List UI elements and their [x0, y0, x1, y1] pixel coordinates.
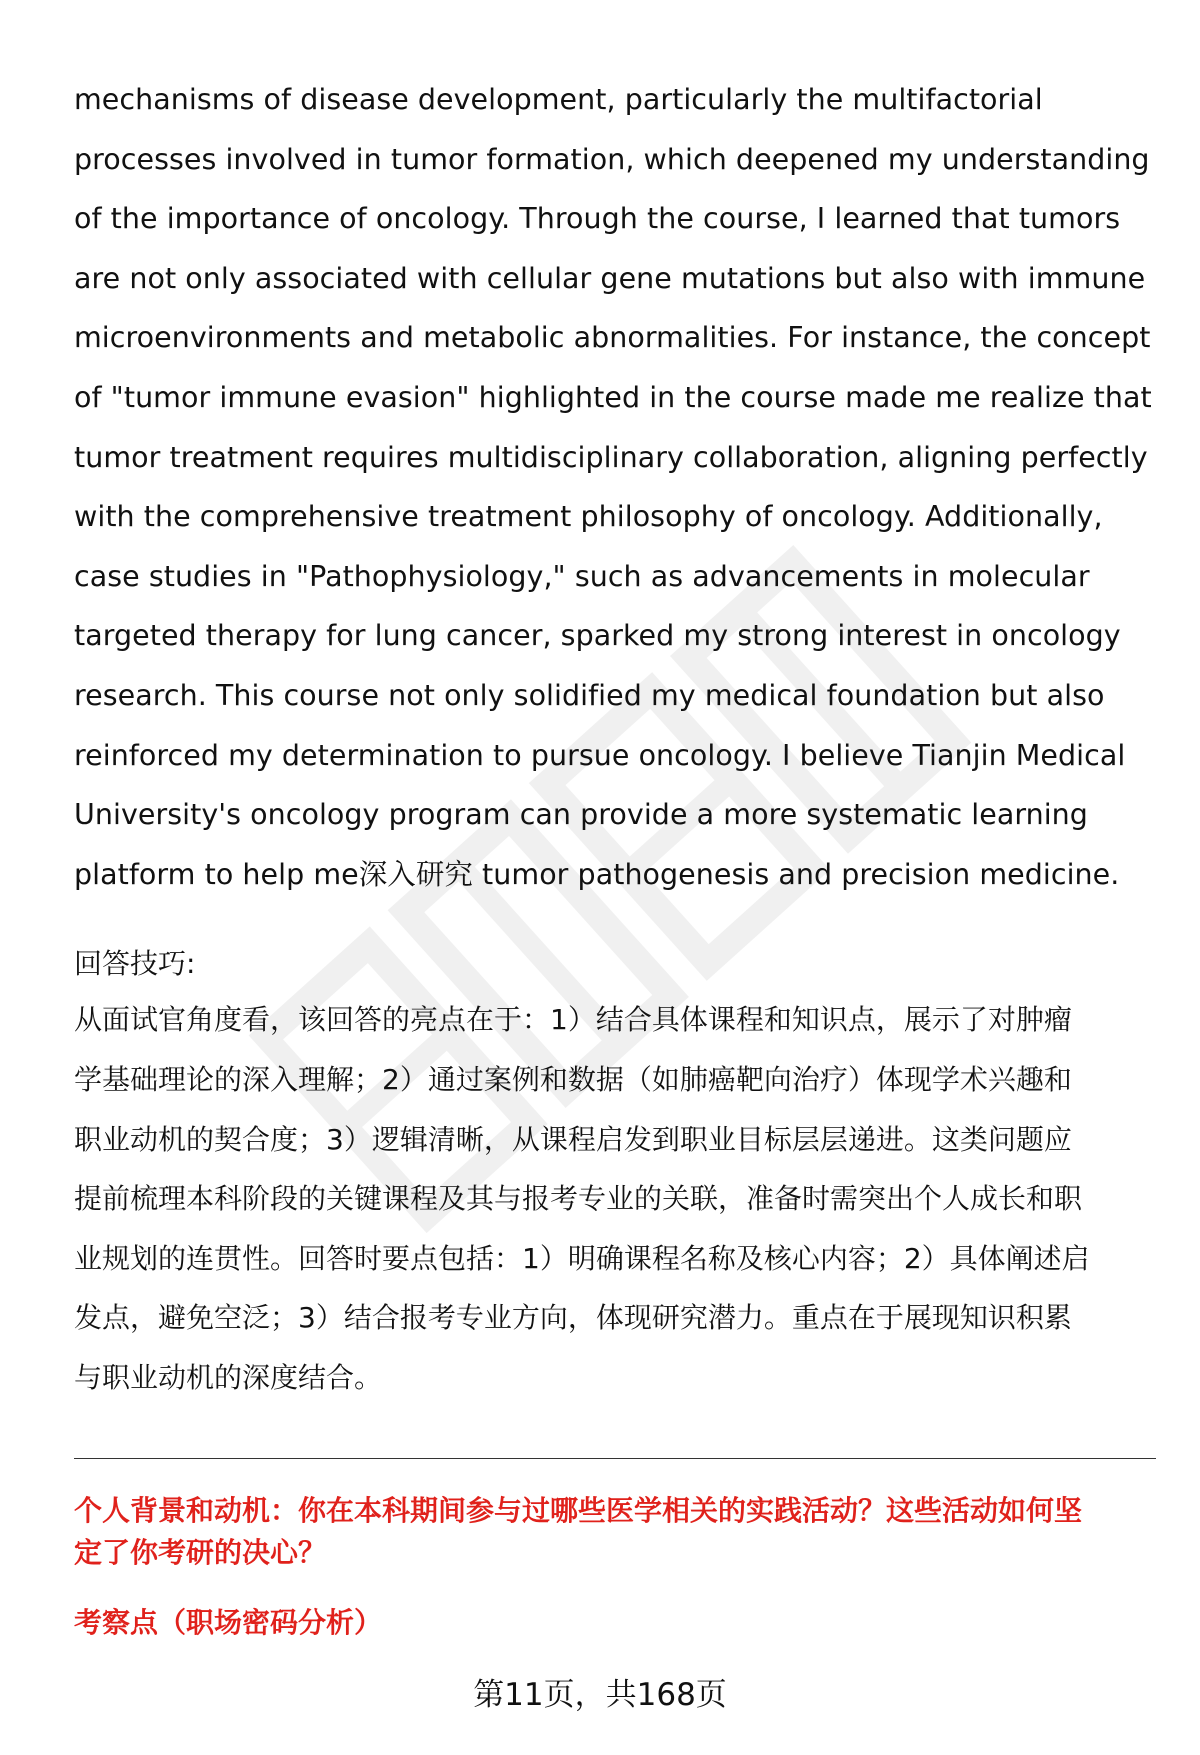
page-number-footer: 第11页，共168页: [473, 1677, 727, 1713]
tips-line: 业规划的连贯性。回答时要点包括：1）明确课程名称及核心内容；2）具体阐述启: [74, 1241, 1090, 1275]
tips-line: 与职业动机的深度结合。: [74, 1360, 383, 1394]
paragraph-line: case studies in "Pathophysiology," such as advancements in molecular: [74, 559, 1090, 593]
tips-line: 发点，避免空泛；3）结合报考专业方向，体现研究潜力。重点在于展现知识积累: [74, 1301, 1072, 1335]
paragraph-line: of "tumor immune evasion" highlighted in the course made me realize that: [74, 380, 1152, 414]
paragraph-line: microenvironments and metabolic abnormalities. For instance, the concept: [74, 321, 1151, 355]
paragraph-line: targeted therapy for lung cancer, sparked my strong interest in oncology: [74, 619, 1121, 653]
paragraph-line: research. This course not only solidified my medical foundation but also: [74, 678, 1105, 712]
tips-paragraph: [74, 990, 1154, 1407]
tips-line: 提前梳理本科阶段的关键课程及其与报考专业的关联，准备时需突出个人成长和职: [74, 1182, 1083, 1216]
tips-line: 学基础理论的深入理解；2）通过案例和数据（如肺癌靶向治疗）体现学术兴趣和: [74, 1062, 1072, 1096]
english-answer-paragraph: [74, 70, 1154, 904]
paragraph-line: are not only associated with cellular gene mutations but also with immune: [74, 261, 1146, 295]
paragraph-line: processes involved in tumor formation, which deepened my understanding: [74, 142, 1150, 176]
paragraph-line: of the importance of oncology. Through the course, I learned that tumors: [74, 202, 1121, 236]
paragraph-line: platform to help me深入研究 tumor pathogenesis and precision medicine.: [74, 857, 1120, 891]
paragraph-line: with the comprehensive treatment philosophy of oncology. Additionally,: [74, 500, 1103, 534]
paragraph-line: mechanisms of disease development, particularly the multifactorial: [74, 83, 1043, 116]
assessment-point-heading: 考察点（职场密码分析）: [74, 1606, 383, 1639]
question-line: 个人背景和动机：你在本科期间参与过哪些医学相关的实践活动？这些活动如何坚: [74, 1494, 1083, 1527]
paragraph-line: tumor treatment requires multidisciplinary collaboration, aligning perfectly: [74, 440, 1148, 474]
tips-line: 职业动机的契合度；3）逻辑清晰，从课程启发到职业目标层层递进。这类问题应: [74, 1122, 1072, 1156]
tips-line: 从面试官角度看，该回答的亮点在于：1）结合具体课程和知识点，展示了对肿瘤: [74, 1003, 1072, 1037]
question-heading: [74, 1490, 1156, 1574]
paragraph-line: University's oncology program can provide a more systematic learning: [74, 798, 1088, 832]
page-content: [74, 70, 1154, 1407]
question-line: 定了你考研的决心？: [74, 1536, 327, 1569]
paragraph-line: reinforced my determination to pursue oncology. I believe Tianjin Medical: [74, 738, 1126, 772]
section-divider: [74, 1458, 1156, 1459]
tips-heading: 回答技巧:: [74, 947, 196, 981]
